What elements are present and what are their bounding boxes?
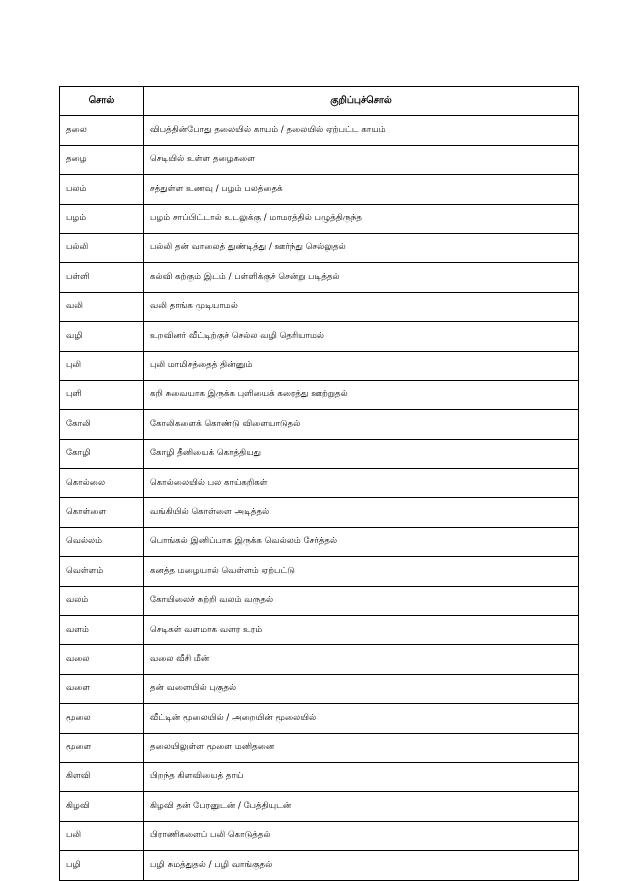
word-cell: வெள்ளம் bbox=[60, 557, 144, 586]
table-row bbox=[60, 498, 579, 527]
word-cell: மூளை bbox=[60, 733, 144, 762]
usage-cell: கோழி தீனியைக் கொத்தியது bbox=[144, 439, 579, 468]
table-row bbox=[60, 351, 579, 380]
word-cell: வலம் bbox=[60, 586, 144, 615]
word-cell: வலி bbox=[60, 292, 144, 321]
word-cell: கொல்லை bbox=[60, 469, 144, 498]
table-row bbox=[60, 292, 579, 321]
word-cell: கிளவி bbox=[60, 762, 144, 791]
table-row bbox=[60, 527, 579, 556]
word-cell: பழி bbox=[60, 851, 144, 880]
word-cell: கிழவி bbox=[60, 792, 144, 821]
word-cell: தலை bbox=[60, 116, 144, 145]
table-row bbox=[60, 116, 579, 145]
word-cell: வளை bbox=[60, 674, 144, 703]
usage-cell: தலையிலுள்ள மூளை மனிதனை bbox=[144, 733, 579, 762]
table-row bbox=[60, 557, 579, 586]
usage-cell: கோயிலைச் சுற்றி வலம் வருதல் bbox=[144, 586, 579, 615]
word-cell: பல்லி bbox=[60, 233, 144, 262]
word-cell: கோழி bbox=[60, 439, 144, 468]
usage-cell: பொங்கல் இனிப்பாக இருக்க வெல்லம் சேர்த்தல் bbox=[144, 527, 579, 556]
word-cell: பலம் bbox=[60, 175, 144, 204]
word-cell: வலை bbox=[60, 645, 144, 674]
usage-cell: பழம் சாப்பிட்டால் உடலுக்கு / மாமரத்தில் பழுத்திருந்த bbox=[144, 204, 579, 233]
usage-cell: பிறந்த கிளவியைத் தாய் bbox=[144, 762, 579, 791]
table-row bbox=[60, 586, 579, 615]
word-cell: தழை bbox=[60, 145, 144, 174]
usage-cell: கோலிகளைக் கொண்டு விளையாடுதல் bbox=[144, 410, 579, 439]
word-column-header: சொல் bbox=[60, 87, 144, 116]
table-row bbox=[60, 439, 579, 468]
usage-cell: வங்கியில் கொள்ளை அடித்தல் bbox=[144, 498, 579, 527]
usage-cell: கறி சுவையாக இருக்க புளியைக் கரைத்து ஊற்றுதல் bbox=[144, 380, 579, 409]
table-row bbox=[60, 616, 579, 645]
table-row bbox=[60, 674, 579, 703]
usage-cell: உறவினர் வீட்டிற்குச் செல்ல வழி தெரியாமல் bbox=[144, 322, 579, 351]
table-row bbox=[60, 233, 579, 262]
word-cell: புளி bbox=[60, 380, 144, 409]
word-cell: பலி bbox=[60, 821, 144, 850]
usage-cell: பழி சுமத்துதல் / பழி வாங்குதல் bbox=[144, 851, 579, 880]
word-cell: பள்ளி bbox=[60, 263, 144, 292]
table-header-row bbox=[60, 87, 579, 116]
table-row bbox=[60, 792, 579, 821]
usage-cell: வீட்டின் மூலையில் / அறையின் மூலையில் bbox=[144, 704, 579, 733]
table-row bbox=[60, 645, 579, 674]
table-row bbox=[60, 733, 579, 762]
table-row bbox=[60, 380, 579, 409]
usage-cell: செடியில் உள்ள தழைகளை bbox=[144, 145, 579, 174]
word-cell: கோலி bbox=[60, 410, 144, 439]
word-cell: கொள்ளை bbox=[60, 498, 144, 527]
table-row bbox=[60, 322, 579, 351]
usage-cell: பல்லி தன் வாலைத் துண்டித்து / ஊர்ந்து செல்லுதல் bbox=[144, 233, 579, 262]
table-row bbox=[60, 204, 579, 233]
usage-cell: கனத்த மழையால் வெள்ளம் ஏற்பட்டு bbox=[144, 557, 579, 586]
document-page bbox=[59, 86, 578, 881]
word-cell: பழம் bbox=[60, 204, 144, 233]
usage-cell: கொல்லையில் பல காய்கறிகள் bbox=[144, 469, 579, 498]
word-cell: வளம் bbox=[60, 616, 144, 645]
table-row bbox=[60, 410, 579, 439]
usage-cell: கல்வி கற்கும் இடம் / பள்ளிக்குச் சென்று படித்தல் bbox=[144, 263, 579, 292]
table-row bbox=[60, 851, 579, 880]
table-row bbox=[60, 704, 579, 733]
word-usage-table bbox=[59, 86, 579, 881]
table-row bbox=[60, 263, 579, 292]
usage-cell: கிழவி தன் பேரனுடன் / பேத்தியுடன் bbox=[144, 792, 579, 821]
usage-cell: சத்துள்ள உணவு / பழம் பலத்தைக் bbox=[144, 175, 579, 204]
usage-cell: புலி மாமிசத்தைத் தின்னும் bbox=[144, 351, 579, 380]
usage-cell: பிராணிகளைப் பலி கொடுத்தல் bbox=[144, 821, 579, 850]
usage-cell: விபத்தின்போது தலையில் காயம் / தலையில் ஏற்பட்ட காயம் bbox=[144, 116, 579, 145]
table-row bbox=[60, 762, 579, 791]
word-cell: புலி bbox=[60, 351, 144, 380]
usage-cell: தன் வளையில் புகுதல் bbox=[144, 674, 579, 703]
table-row bbox=[60, 175, 579, 204]
usage-column-header: குறிப்புச்சொல் bbox=[144, 87, 579, 116]
word-cell: மூலை bbox=[60, 704, 144, 733]
table-row bbox=[60, 469, 579, 498]
usage-cell: வலை வீசி மீன் bbox=[144, 645, 579, 674]
word-cell: வெல்லம் bbox=[60, 527, 144, 556]
usage-cell: செடிகள் வளமாக வளர உரம் bbox=[144, 616, 579, 645]
word-cell: வழி bbox=[60, 322, 144, 351]
table-row bbox=[60, 145, 579, 174]
usage-cell: வலி தாங்க முடியாமல் bbox=[144, 292, 579, 321]
